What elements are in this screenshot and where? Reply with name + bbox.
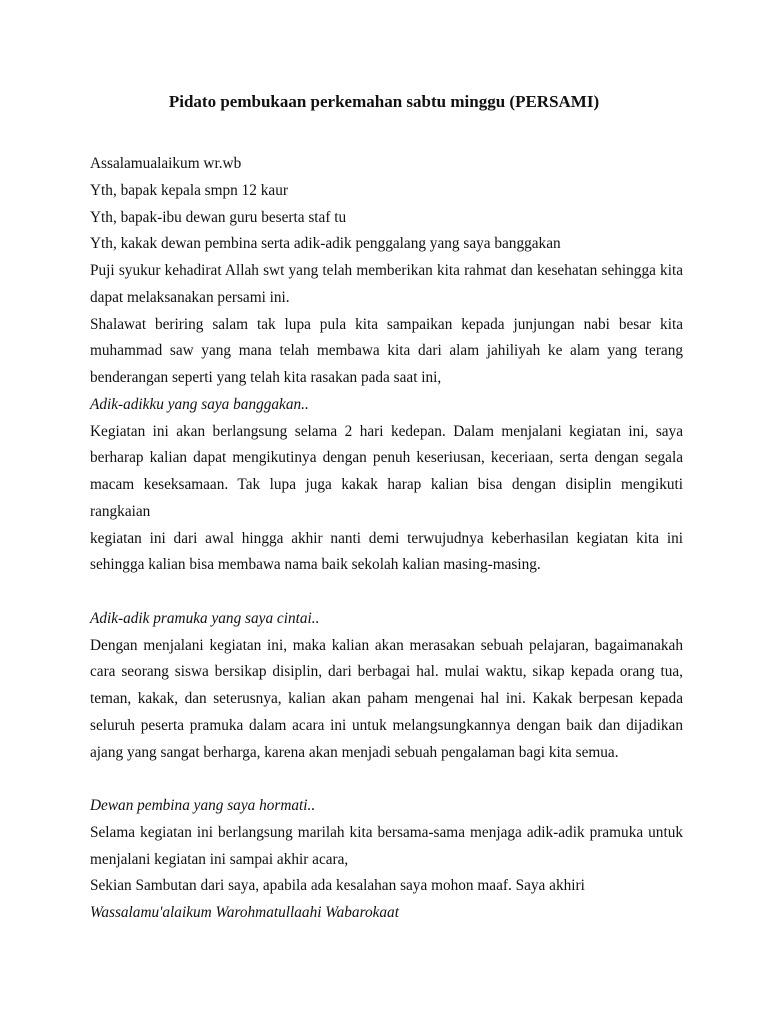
paragraph-line: menjalani kegiatan ini sampai akhir acara, [90, 850, 349, 868]
paragraph-line: macam keseksamaan. Tak lupa juga kakak harap kalian bisa dengan disiplin mengikuti rangkaian [90, 476, 683, 520]
paragraph-line: muhammad saw yang mana telah membawa kita dari alam jahiliyah ke alam yang terang [90, 342, 683, 360]
section-heading: Dewan pembina yang saya hormati.. [90, 797, 316, 814]
paragraph-line: Kegiatan ini akan berlangsung selama 2 hari kedepan. Dalam menjalani kegiatan ini, saya [90, 422, 683, 440]
greeting-line: Yth, kakak dewan pembina serta adik-adik penggalang yang saya banggakan [90, 235, 561, 253]
paragraph-line: Dengan menjalani kegiatan ini, maka kalian akan merasakan sebuah pelajaran, bagaimanakah [90, 636, 683, 654]
paragraph-line: seluruh peserta pramuka dalam acara ini untuk melangsungkannya dengan baik dan dijadikan [90, 716, 683, 734]
paragraph-line: teman, kakak, dan seterusnya, kalian akan paham mengenai hal ini. Kakak berpesan kepada [90, 690, 683, 707]
greeting-line: Assalamualaikum wr.wb [90, 155, 242, 172]
paragraph-line: berharap kalian dapat mengikutinya dengan penuh keseriusan, keceriaan, serta dengan segala [90, 449, 683, 467]
document-title: Pidato pembukaan perkemahan sabtu minggu (PERSAMI) [168, 92, 600, 111]
paragraph-line: dapat melaksanakan persami ini. [90, 288, 290, 306]
signoff-line: Wassalamu'alaikum Warohmatullaahi Wabarokaat [90, 904, 399, 921]
paragraph-line: sehingga kalian bisa membawa nama baik sekolah kalian masing-masing. [90, 556, 541, 574]
closing-line: Sekian Sambutan dari saya, apabila ada kesalahan saya mohon maaf. Saya akhiri [90, 877, 585, 895]
paragraph-line: kegiatan ini dari awal hingga akhir nanti demi terwujudnya keberhasilan kegiatan kita ini [90, 529, 683, 547]
paragraph-line: cara seorang siswa bersikap disiplin, dari berbagai hal. mulai waktu, sikap kepada orang tua, [90, 663, 683, 681]
document-body [90, 151, 683, 927]
greeting-line: Yth, bapak-ibu dewan guru beserta staf tu [90, 208, 347, 226]
paragraph-line: Puji syukur kehadirat Allah swt yang telah memberikan kita rahmat dan kesehatan sehingga kita [90, 262, 683, 279]
spacer [90, 579, 683, 606]
paragraph-line: Selama kegiatan ini berlangsung marilah kita bersama-sama menjaga adik-adik pramuka untuk [90, 823, 683, 841]
spacer [90, 766, 683, 793]
greeting-line: Yth, bapak kepala smpn 12 kaur [90, 181, 288, 199]
section-heading: Adik-adikku yang saya banggakan.. [90, 395, 309, 413]
section-heading: Adik-adik pramuka yang saya cintai.. [90, 609, 320, 627]
paragraph-line: Shalawat beriring salam tak lupa pula kita sampaikan kepada junjungan nabi besar kita [90, 315, 683, 333]
paragraph-line: ajang yang sangat berharga, karena akan menjadi sebuah pengalaman bagi kita semua. [90, 743, 619, 761]
paragraph-line: benderangan seperti yang telah kita rasakan pada saat ini, [90, 369, 442, 386]
